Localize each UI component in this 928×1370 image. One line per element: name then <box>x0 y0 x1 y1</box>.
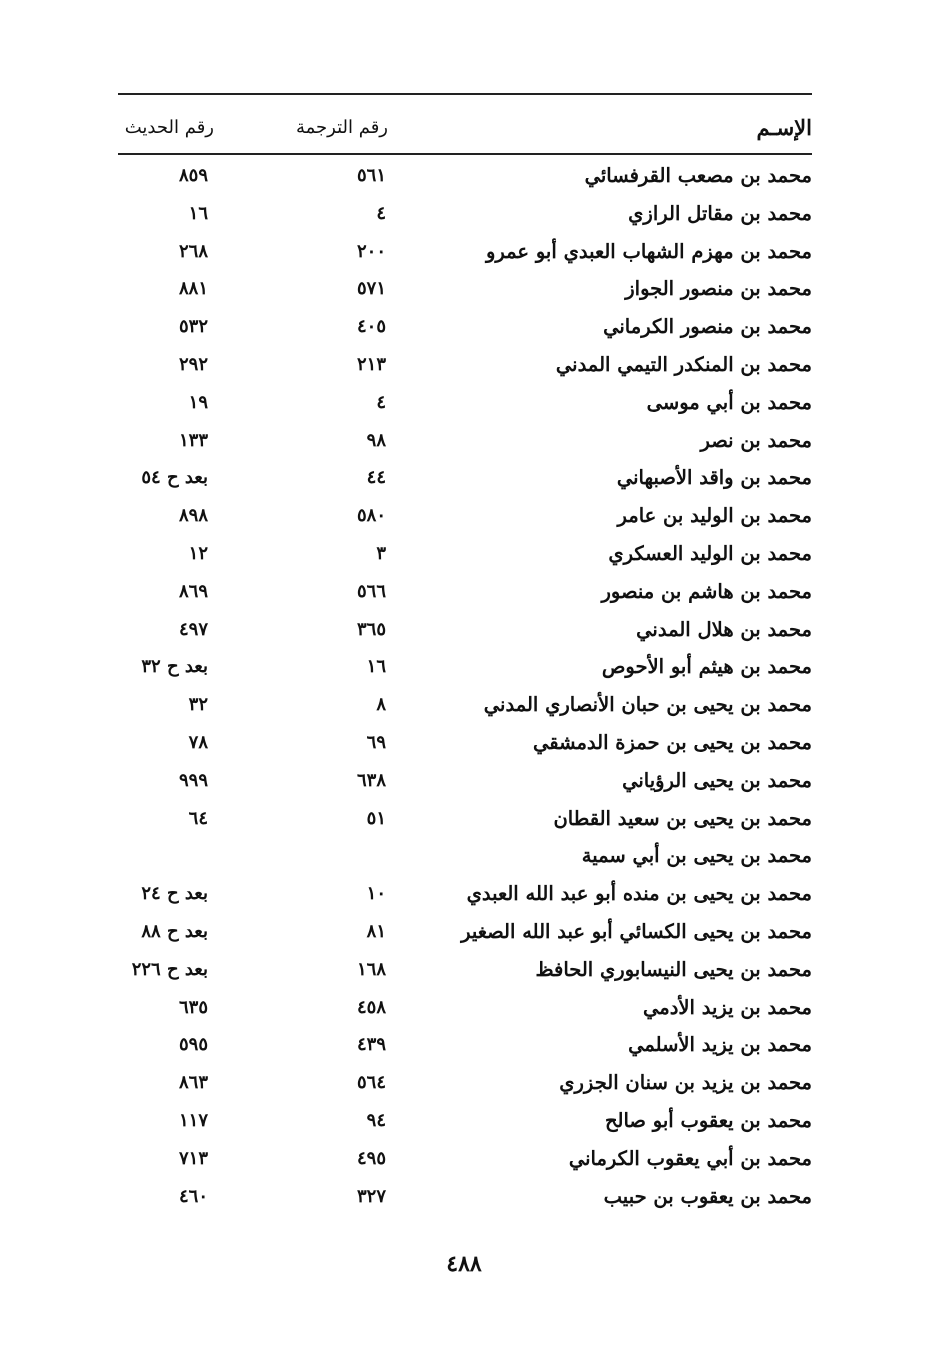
narrator-name: محمد بن الوليد العسكري <box>608 541 812 565</box>
narrator-name: محمد بن يحيى بن منده أبو عبد الله العبدي <box>466 882 812 906</box>
table-row <box>0 913 928 951</box>
tarjama-number: ٣ <box>376 542 386 564</box>
top-rule <box>118 93 812 95</box>
hadith-number: بعد ح ٥٤ <box>141 467 208 489</box>
narrator-name: محمد بن المنكدر التيمي المدني <box>555 352 812 376</box>
hadith-number: ٦٤ <box>188 807 208 829</box>
hadith-number: ١٦ <box>188 202 208 224</box>
hadith-number: ٧١٣ <box>178 1147 208 1169</box>
tarjama-number <box>346 837 386 875</box>
tarjama-number: ٤ <box>376 391 386 413</box>
narrator-name: محمد بن أبي موسى <box>646 390 812 414</box>
header-name: الإسـم <box>756 115 812 140</box>
table-row <box>0 648 928 686</box>
tarjama-number: ٥٦٤ <box>356 1072 386 1094</box>
hadith-number: ١٩ <box>188 391 208 413</box>
table-row <box>0 724 928 762</box>
tarjama-number: ٥٦١ <box>356 165 386 186</box>
narrator-name: محمد بن يحيى النيسابوري الحافظ <box>535 957 812 981</box>
tarjama-number: ١٠ <box>366 883 386 905</box>
hadith-number: ٧٨ <box>188 731 208 753</box>
narrator-name: محمد بن الوليد بن عامر <box>617 504 812 528</box>
hadith-number: ٤٩٧ <box>178 618 208 640</box>
index-table-body <box>0 157 928 1215</box>
page-number: ٤٨٨ <box>446 1251 482 1277</box>
tarjama-number: ٥١ <box>366 807 386 829</box>
narrator-name: محمد بن يحيى بن سعيد القطان <box>553 806 812 830</box>
hadith-number: ١٢ <box>188 542 208 564</box>
tarjama-number: ٥٦٦ <box>356 580 386 602</box>
table-row <box>0 762 928 800</box>
hadith-number: ٩٩٩ <box>178 769 208 791</box>
hadith-number: بعد ح ٣٢ <box>141 656 208 678</box>
table-row <box>0 384 928 422</box>
tarjama-number: ٤٥٨ <box>356 996 386 1018</box>
table-row <box>0 497 928 535</box>
narrator-name: محمد بن هلال المدني <box>636 617 812 641</box>
hadith-number: ٣٢ <box>188 694 208 716</box>
table-row <box>0 875 928 913</box>
tarjama-number: ٢٠٠ <box>356 240 386 262</box>
table-row <box>0 308 928 346</box>
narrator-name: محمد بن هيثم أبو الأحوص <box>601 655 812 679</box>
tarjama-number: ٦٩ <box>366 731 386 753</box>
tarjama-number: ٢١٣ <box>356 353 386 375</box>
table-row <box>0 573 928 611</box>
hadith-number: ٨٨١ <box>178 278 208 300</box>
narrator-name: محمد بن مهزم الشهاب العبدي أبو عمرو <box>485 239 812 263</box>
table-row <box>0 157 928 195</box>
narrator-name: محمد بن يحيى بن حمزة الدمشقي <box>532 730 812 754</box>
tarjama-number: ٣٦٥ <box>356 618 386 640</box>
hadith-number: ٢٩٢ <box>178 353 208 375</box>
narrator-name: محمد بن يزيد الأسلمي <box>628 1033 812 1057</box>
hadith-number: ٨٦٣ <box>178 1072 208 1094</box>
table-row <box>0 535 928 573</box>
narrator-name: محمد بن واقد الأصبهاني <box>616 466 812 490</box>
tarjama-number: ٤ <box>376 202 386 224</box>
tarjama-number: ٤٠٥ <box>356 316 386 338</box>
hadith-number: ٢٦٨ <box>178 240 208 262</box>
narrator-name: محمد بن يزيد الأدمي <box>643 995 812 1019</box>
narrator-name: محمد بن نصر <box>700 428 812 452</box>
hadith-number: بعد ح ٢٤ <box>141 883 208 905</box>
narrator-name: محمد بن مقاتل الرازي <box>628 201 812 225</box>
table-row <box>0 1178 928 1216</box>
header-hadith-number: رقم الحديث <box>124 117 214 138</box>
narrator-name: محمد بن يزيد بن سنان الجزري <box>559 1071 812 1095</box>
narrator-name: محمد بن منصور الجواز <box>625 277 812 301</box>
narrator-name: محمد بن أبي يعقوب الكرماني <box>568 1146 812 1170</box>
narrator-name: محمد بن يعقوب أبو صالح <box>604 1108 812 1132</box>
hadith-number: ١١٧ <box>178 1109 208 1131</box>
table-row <box>0 951 928 989</box>
narrator-name: محمد بن يحيى بن حبان الأنصاري المدني <box>483 693 812 717</box>
tarjama-number: ١٦ <box>366 656 386 678</box>
tarjama-number: ٤٩٥ <box>356 1147 386 1169</box>
tarjama-number: ٩٨ <box>366 429 386 451</box>
table-row <box>0 1102 928 1140</box>
hadith-number: بعد ح ٢٢٦ <box>131 958 208 980</box>
hadith-number: ٨٦٩ <box>178 580 208 602</box>
narrator-name: محمد بن هاشم بن منصور <box>601 579 812 603</box>
hadith-number: ٥٩٥ <box>178 1034 208 1056</box>
table-row <box>0 422 928 460</box>
table-row <box>0 459 928 497</box>
narrator-name: محمد بن مصعب القرفسائي <box>584 164 812 187</box>
table-row <box>0 1140 928 1178</box>
tarjama-number: ٤٤ <box>366 467 386 489</box>
tarjama-number: ٥٨٠ <box>356 505 386 527</box>
hadith-number: ٤٦٠ <box>178 1185 208 1207</box>
tarjama-number: ٥٧١ <box>356 278 386 300</box>
table-row <box>0 1026 928 1064</box>
tarjama-number: ٣٢٧ <box>356 1185 386 1207</box>
narrator-name: محمد بن يعقوب بن حبيب <box>603 1184 812 1208</box>
hadith-number: ٦٣٥ <box>178 996 208 1018</box>
narrator-name: محمد بن يحيى الرؤياني <box>622 768 812 792</box>
table-row <box>0 195 928 233</box>
hadith-number: ٥٣٢ <box>178 316 208 338</box>
tarjama-number: ٨ <box>376 694 386 716</box>
tarjama-number: ٩٤ <box>366 1109 386 1131</box>
table-row <box>0 270 928 308</box>
tarjama-number: ٦٣٨ <box>356 769 386 791</box>
narrator-name: محمد بن يحيى بن أبي سمية <box>581 844 812 868</box>
hadith-number: بعد ح ٨٨ <box>141 920 208 942</box>
table-row <box>0 989 928 1027</box>
hadith-number: ١٣٣ <box>178 429 208 451</box>
hadith-number: ٨٥٩ <box>178 165 208 186</box>
table-row <box>0 233 928 271</box>
header-tarjama-number: رقم الترجمة <box>295 117 388 138</box>
table-row <box>0 1064 928 1102</box>
narrator-name: محمد بن يحيى الكسائي أبو عبد الله الصغير <box>461 919 812 943</box>
narrator-name: محمد بن منصور الكرماني <box>603 315 812 339</box>
tarjama-number: ١٦٨ <box>356 958 386 980</box>
table-row <box>0 611 928 649</box>
tarjama-number: ٤٣٩ <box>356 1034 386 1056</box>
table-row <box>0 686 928 724</box>
table-row <box>0 837 928 875</box>
table-row <box>0 346 928 384</box>
tarjama-number: ٨١ <box>366 920 386 942</box>
table-row <box>0 800 928 838</box>
header-rule <box>118 153 812 155</box>
hadith-number: ٨٩٨ <box>178 505 208 527</box>
